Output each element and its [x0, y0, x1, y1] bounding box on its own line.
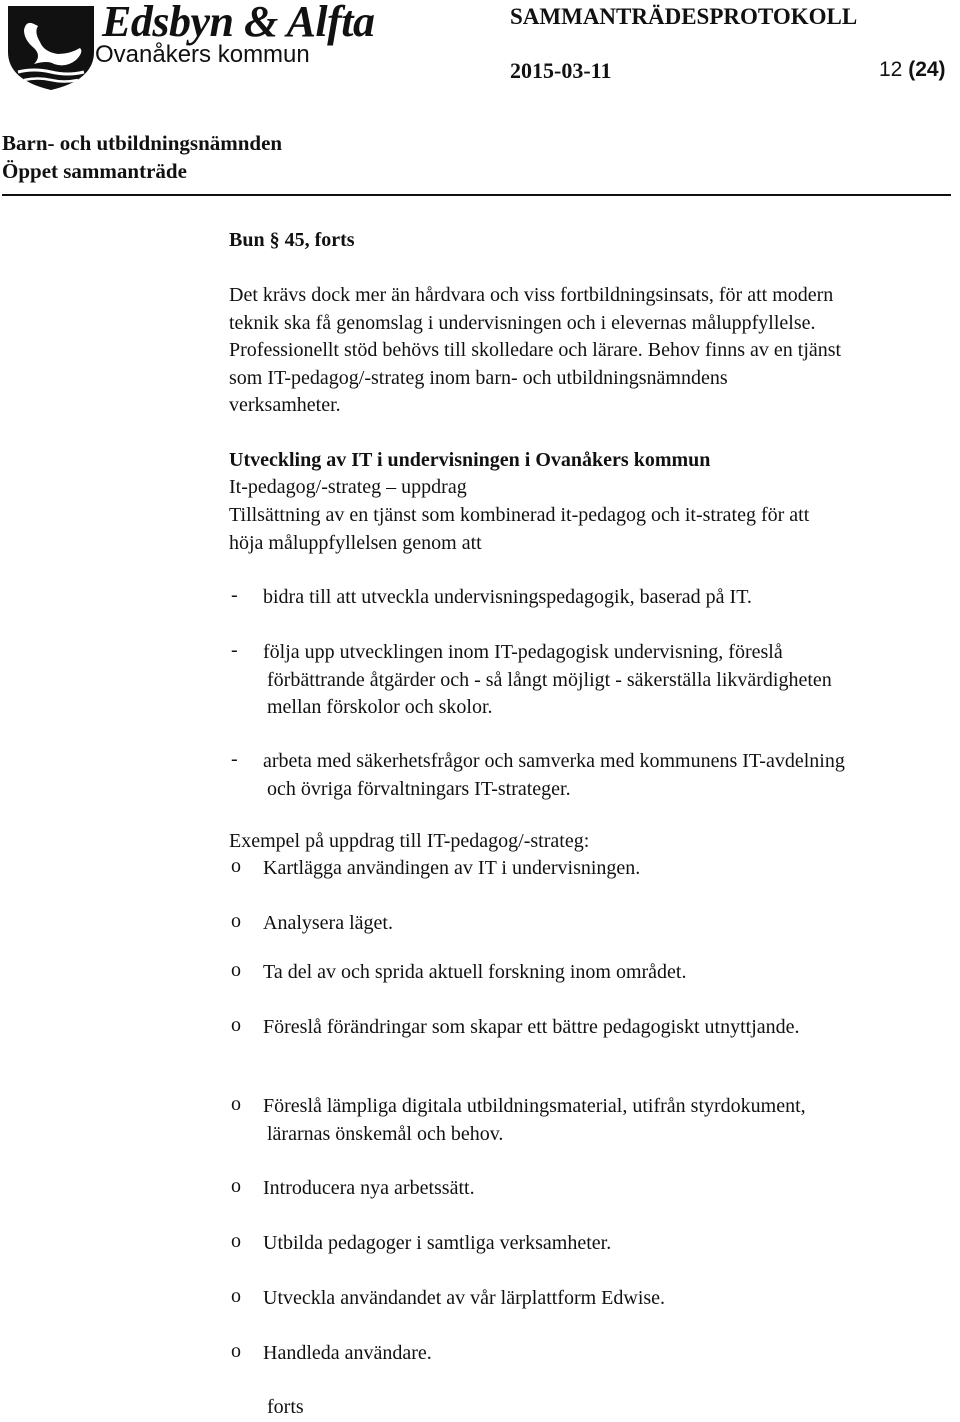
- role-line: It-pedagog/-strateg – uppdrag: [229, 476, 467, 498]
- paragraph-line: verksamheter.: [229, 394, 341, 416]
- paragraph-intro: [229, 282, 841, 420]
- dash-marker: -: [231, 639, 238, 661]
- bullet-marker: o: [231, 1014, 241, 1036]
- bullet-item: Kartlägga användingen av IT i undervisningen.: [263, 857, 641, 879]
- bullet-marker: o: [231, 1340, 241, 1362]
- page-total: (24): [908, 58, 946, 81]
- item-line: följa upp utvecklingen inom IT-pedagogisk undervisning, föreslå: [263, 641, 783, 663]
- dash-item: [263, 748, 845, 803]
- item-line: lärarnas önskemål och behov.: [267, 1122, 504, 1145]
- bullet-item: [263, 1093, 806, 1148]
- bullet-marker: o: [231, 1230, 241, 1252]
- header-divider: [2, 194, 951, 196]
- bullet-marker: o: [231, 1175, 241, 1197]
- paragraph-line: Det krävs dock mer än hårdvara och viss fortbildningsinsats, för att modern: [229, 284, 834, 306]
- bullet-marker: o: [231, 1093, 241, 1115]
- document-date: 2015-03-11: [510, 58, 612, 83]
- paragraph-assignment: [229, 502, 809, 557]
- paragraph-line: Professionellt stöd behövs till skolledare och lärare. Behov finns av en tjänst: [229, 339, 842, 361]
- document-type: SAMMANTRÄDESPROTOKOLL: [510, 4, 858, 29]
- paragraph-line: som IT-pedagog/-strateg inom barn- och utbildningsnämndens: [229, 366, 728, 389]
- bullet-marker: o: [231, 910, 241, 932]
- dash-item: [263, 584, 752, 612]
- bullet-item: Föreslå förändringar som skapar ett bättre pedagogiskt utnyttjande.: [263, 1016, 800, 1038]
- dash-marker: -: [231, 748, 238, 770]
- meeting-type: Öppet sammanträde: [2, 159, 187, 183]
- item-line: förbättrande åtgärder och - så långt möjligt - säkerställa likvärdigheten: [267, 668, 832, 691]
- bullet-item: Utbilda pedagoger i samtliga verksamheter.: [263, 1232, 612, 1254]
- page-current: 12: [879, 58, 903, 81]
- item-line: bidra till att utveckla undervisningspedagogik, baserad på IT.: [263, 586, 752, 608]
- bullet-marker: o: [231, 1285, 241, 1307]
- item-line: mellan förskolor och skolor.: [267, 696, 493, 718]
- bullet-item: Analysera läget.: [263, 912, 393, 934]
- continued-label: forts: [267, 1396, 304, 1418]
- paragraph-line: höja måluppfyllelsen genom att: [229, 531, 482, 554]
- paragraph-line: Tillsättning av en tjänst som kombinerad it-pedagog och it-strateg för att: [229, 504, 810, 526]
- subheading: Utveckling av IT i undervisningen i Ovanåkers kommun: [229, 449, 711, 471]
- municipality-name: Edsbyn & Alfta: [102, 0, 375, 46]
- item-line: och övriga förvaltningars IT-strateger.: [267, 777, 571, 800]
- section-heading: Bun § 45, forts: [229, 229, 355, 251]
- dash-item: [263, 639, 832, 722]
- paragraph-line: teknik ska få genomslag i undervisningen och i elevernas måluppfyllelse.: [229, 311, 816, 334]
- committee-name: Barn- och utbildningsnämnden: [2, 131, 283, 155]
- municipality-logo: [4, 2, 98, 92]
- bullet-item: Ta del av och sprida aktuell forskning inom området.: [263, 961, 687, 983]
- item-line: Föreslå lämpliga digitala utbildningsmaterial, utifrån styrdokument,: [263, 1095, 806, 1117]
- dash-marker: -: [231, 584, 238, 606]
- bullet-marker: o: [231, 855, 241, 877]
- bullet-marker: o: [231, 959, 241, 981]
- page-number: [879, 58, 946, 82]
- municipality-subtitle: Ovanåkers kommun: [95, 41, 310, 68]
- bullet-item: Handleda användare.: [263, 1342, 432, 1364]
- item-line: arbeta med säkerhetsfrågor och samverka med kommunens IT-avdelning: [263, 750, 845, 772]
- bullet-item: Utveckla användandet av vår lärplattform Edwise.: [263, 1287, 666, 1309]
- examples-intro: Exempel på uppdrag till IT-pedagog/-strateg:: [229, 830, 590, 852]
- bullet-item: Introducera nya arbetssätt.: [263, 1177, 475, 1199]
